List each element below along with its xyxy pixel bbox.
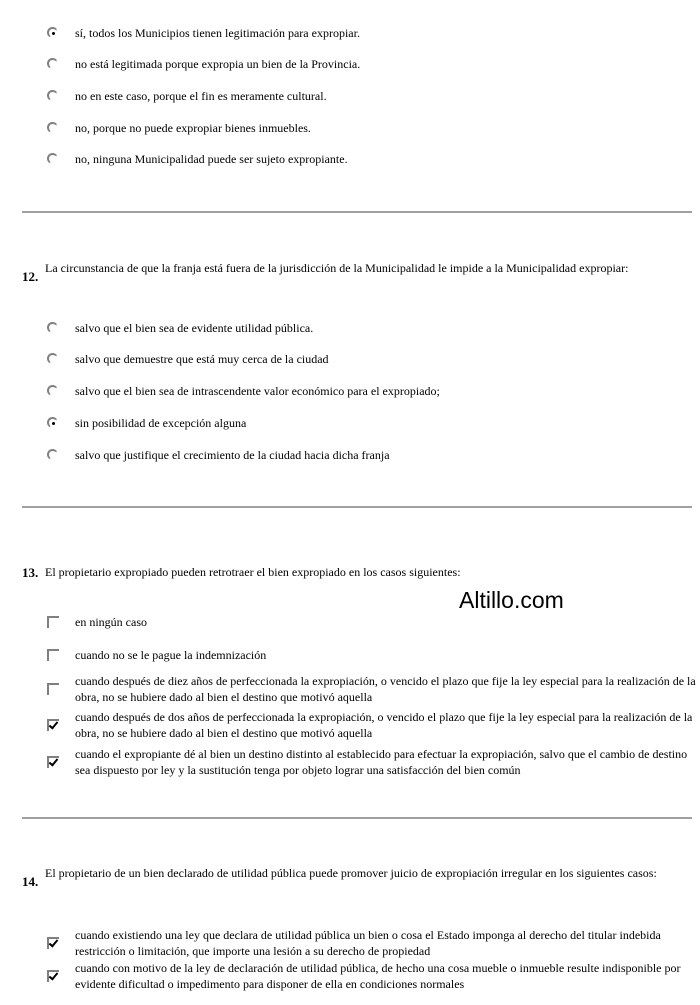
option-label: sí, todos los Municipios tienen legitimación para expropiar. (75, 26, 360, 40)
option-label: salvo que el bien sea de intrascendente valor económico para el expropiado; (75, 384, 440, 398)
option-label: cuando el expropiante dé al bien un destino distinto al establecido para efectuar la expropiación, salvo que el cambio de destino sea dispuesto por ley y la sustitución tenga por objeto lograr una satisfacción del bien común (75, 747, 688, 777)
q13-option-4[interactable] (46, 709, 696, 741)
q14-option-2[interactable] (46, 960, 696, 992)
checkbox-checked[interactable] (47, 937, 59, 949)
q12-option-4[interactable] (46, 415, 696, 431)
q11-option-1[interactable] (46, 25, 696, 41)
q12-option-3[interactable] (46, 383, 696, 399)
option-label: salvo que justifique el crecimiento de la ciudad hacia dicha franja (75, 448, 390, 462)
question-number: 12. (22, 269, 39, 284)
divider (22, 817, 692, 819)
question-text: El propietario de un bien declarado de utilidad pública puede promover juicio de expropiación irregular en los siguientes casos: (45, 866, 657, 880)
option-label: salvo que el bien sea de evidente utilidad pública. (75, 321, 314, 335)
watermark-logo: Altillo.com (459, 587, 564, 613)
q12-option-2[interactable] (46, 351, 696, 367)
option-label: no en este caso, porque el fin es meramente cultural. (75, 89, 327, 103)
radio[interactable] (47, 153, 58, 164)
checkbox[interactable] (47, 616, 59, 628)
checkbox[interactable] (47, 683, 59, 695)
radio-selected[interactable] (47, 27, 58, 38)
option-label: cuando después de diez años de perfeccionada la expropiación, o vencido el plazo que fije la ley especial para la realización de la obra, no se hubiere dado al bien el destino que motivó aquella (75, 674, 696, 704)
q14-option-1[interactable] (46, 927, 696, 959)
question-text: El propietario expropiado pueden retrotraer el bien expropiado en los casos siguientes: (45, 565, 461, 579)
question-number: 13. (22, 565, 39, 580)
option-label: salvo que demuestre que está muy cerca de la ciudad (75, 352, 329, 366)
radio[interactable] (47, 322, 58, 333)
radio[interactable] (47, 58, 58, 69)
q11-option-4[interactable] (46, 120, 696, 136)
option-label: no está legitimada porque expropia un bien de la Provincia. (75, 57, 361, 71)
question-text: La circunstancia de que la franja está fuera de la jurisdicción de la Municipalidad le impide a la Municipalidad expropiar: (45, 261, 629, 275)
radio[interactable] (47, 90, 58, 101)
q12-option-1[interactable] (46, 320, 696, 336)
q13-option-2[interactable] (46, 647, 696, 663)
option-label: en ningún caso (75, 615, 147, 629)
option-label: cuando existiendo una ley que declara de utilidad pública un bien o cosa el Estado imponga al derecho del titular indebida restricción o limitación, que importe una lesión a su derecho de propiedad (75, 928, 661, 958)
divider (22, 506, 692, 508)
checkbox-checked[interactable] (47, 719, 59, 731)
checkbox-checked[interactable] (47, 970, 59, 982)
q12-option-5[interactable] (46, 447, 696, 463)
option-label: no, porque no puede expropiar bienes inmuebles. (75, 121, 311, 135)
q13-option-3[interactable] (46, 673, 696, 705)
radio[interactable] (47, 122, 58, 133)
option-label: cuando no se le pague la indemnización (75, 648, 267, 662)
question-number: 14. (22, 874, 39, 889)
q11-option-2[interactable] (46, 56, 696, 72)
option-label: sin posibilidad de excepción alguna (75, 416, 247, 430)
radio[interactable] (47, 385, 58, 396)
divider (22, 211, 692, 213)
q13-option-1[interactable] (46, 614, 696, 630)
q13-option-5[interactable] (46, 746, 696, 778)
radio-selected[interactable] (47, 417, 58, 428)
checkbox-checked[interactable] (47, 756, 59, 768)
option-label: no, ninguna Municipalidad puede ser sujeto expropiante. (75, 152, 348, 166)
q11-option-3[interactable] (46, 88, 696, 104)
radio[interactable] (47, 449, 58, 460)
radio[interactable] (47, 353, 58, 364)
checkbox[interactable] (47, 649, 59, 661)
option-label: cuando después de dos años de perfeccionada la expropiación, o vencido el plazo que fije la ley especial para la realización de la obra, no se hubiere dado al bien el destino que motivó aquella (75, 710, 693, 740)
option-label: cuando con motivo de la ley de declaración de utilidad pública, de hecho una cosa mueble o inmueble resulte indisponible por evidente dificultad o impedimento para disponer de ella en condiciones normales (75, 961, 681, 991)
q11-option-5[interactable] (46, 151, 696, 167)
